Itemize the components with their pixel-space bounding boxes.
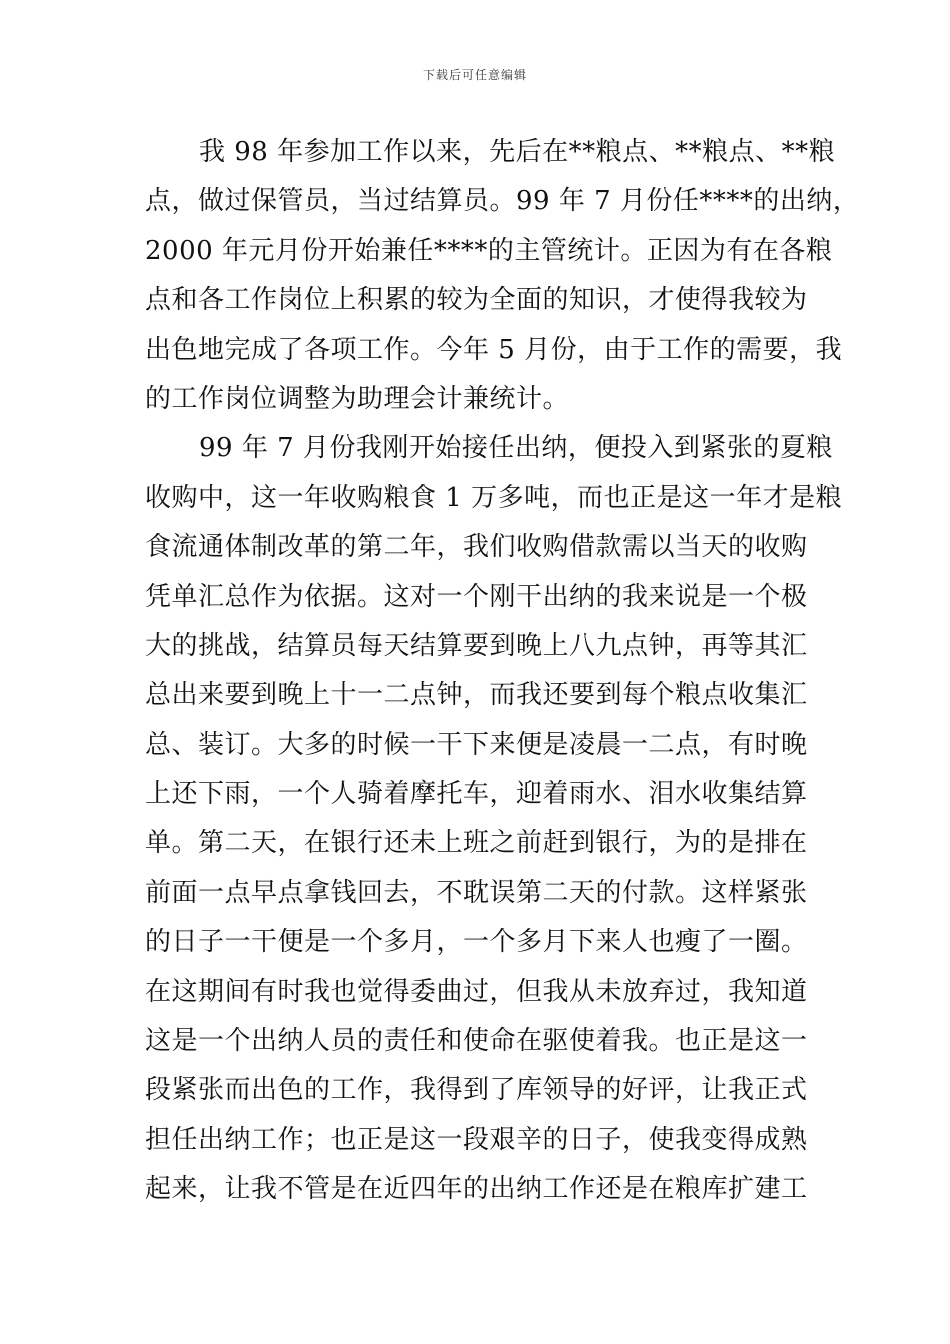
text-line: 出色地完成了各项工作。今年 5 月份，由于工作的需要，我 [145,334,843,365]
text-line: 总出来要到晚上十一二点钟，而我还要到每个粮点收集汇 [145,680,808,711]
text-line: 凭单汇总作为依据。这对一个刚干出纳的我来说是一个极 [145,581,808,612]
text-line: 收购中，这一年收购粮食 1 万多吨，而也正是这一年才是粮 [145,482,843,513]
text-line: 总、装订。大多的时候一干下来便是凌晨一二点，有时晚 [145,729,808,760]
text-line: 起来，让我不管是在近四年的出纳工作还是在粮库扩建工 [145,1174,808,1205]
header-note: 下载后可任意编辑 [422,68,527,82]
text-line: 担任出纳工作；也正是这一段艰辛的日子，使我变得成熟 [145,1124,808,1155]
text-line: 我 98 年参加工作以来，先后在**粮点、**粮点、**粮 [199,137,836,167]
paragraph-1 [145,128,860,424]
paragraph-2 [145,424,843,1214]
text-line: 点和各工作岗位上积累的较为全面的知识，才使得我较为 [145,285,808,316]
text-line: 在这期间有时我也觉得委曲过，但我从未放弃过，我知道 [145,976,808,1007]
text-line: 大的挑战，结算员每天结算要到晚上八九点钟，再等其汇 [145,630,808,661]
text-line: 食流通体制改革的第二年，我们收购借款需以当天的收购 [145,532,808,563]
text-line: 的日子一干便是一个多月，一个多月下来人也瘦了一圈。 [145,927,808,958]
text-line: 2000 年元月份开始兼任****的主管统计。正因为有在各粮 [145,235,833,266]
text-line: 的工作岗位调整为助理会计兼统计。 [145,383,570,414]
text-line: 前面一点早点拿钱回去，不耽误第二天的付款。这样紧张 [145,877,808,908]
body-text [145,128,860,1215]
text-line: 单。第二天，在银行还未上班之前赶到银行，为的是排在 [145,828,808,859]
text-line: 点，做过保管员，当过结算员。99 年 7 月份任****的出纳， [145,186,860,217]
text-line: 这是一个出纳人员的责任和使命在驱使着我。也正是这一 [145,1026,808,1057]
text-line: 99 年 7 月份我刚开始接任出纳，便投入到紧张的夏粮 [199,433,833,464]
text-line: 上还下雨，一个人骑着摩托车，迎着雨水、泪水收集结算 [145,779,808,810]
text-line: 段紧张而出色的工作，我得到了库领导的好评，让我正式 [145,1075,808,1106]
